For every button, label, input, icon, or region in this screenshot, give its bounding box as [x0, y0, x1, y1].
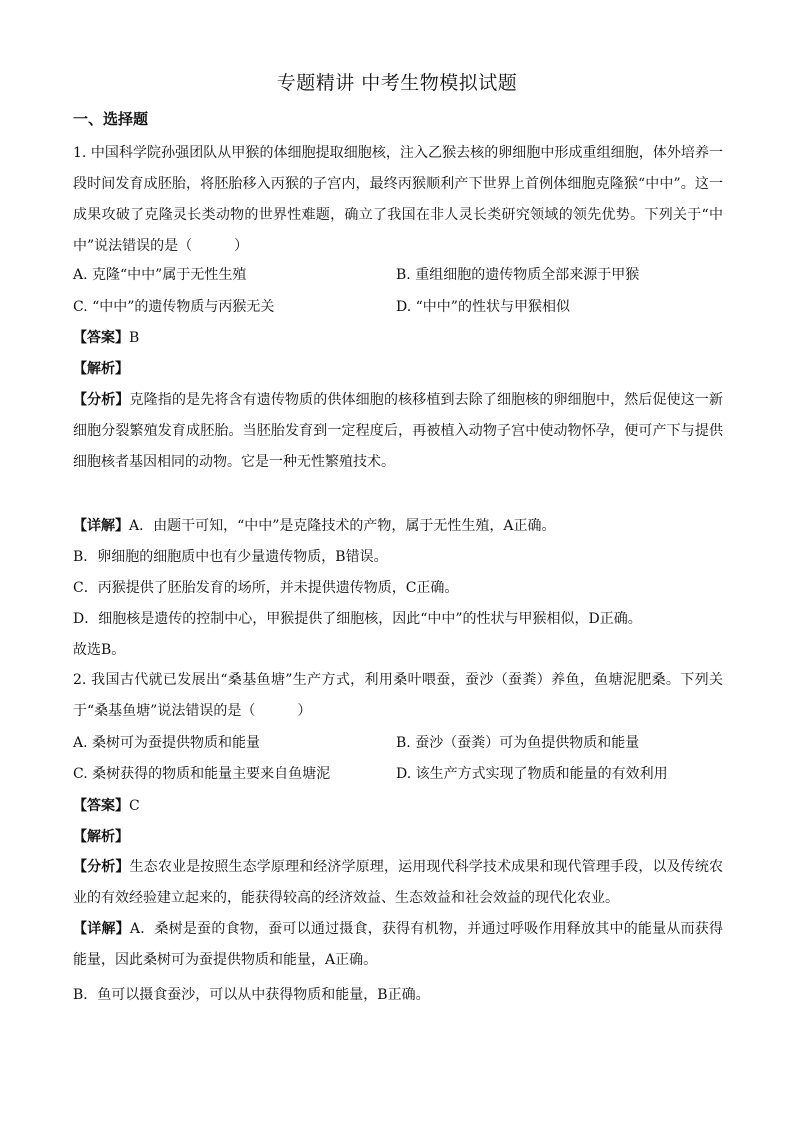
- q2-option-b: B. 蚕沙（蚕粪）可为鱼提供物质和能量: [396, 735, 640, 751]
- q2-detail-a-text: A．桑树是蚕的食物，蚕可以通过摄食，获得有机物，并通过呼吸作用释放其中的能量从而获得能量，因此桑树可为蚕提供物质和能量，A正确。: [73, 921, 724, 968]
- q1-detail-b: B．卵细胞的细胞质中也有少量遗传物质，B错误。: [73, 549, 388, 565]
- question-2-stem: 2. 我国古代就已发展出“桑基鱼塘”生产方式，利用桑叶喂蚕，蚕沙（蚕粪）养鱼，鱼塘泥肥桑。下列关于“桑基鱼塘”说法错误的是（ ）: [73, 672, 723, 719]
- q2-analysis-tag: 【分析】: [73, 859, 130, 875]
- q1-option-d: D. “中中”的性状与甲猴相似: [396, 299, 570, 315]
- q1-analysis: [73, 385, 723, 478]
- q2-analysis-label: 【解析】: [73, 829, 129, 845]
- q1-detail-d: D．细胞核是遗传的控制中心，甲猴提供了细胞核，因此“中中”的性状与甲猴相似，D正确。: [73, 611, 642, 627]
- q2-option-a: A. 桑树可为蚕提供物质和能量: [73, 735, 261, 751]
- q2-detail-a: [73, 914, 723, 976]
- section-heading: 一、选择题: [73, 110, 149, 128]
- page-title: 专题精讲 中考生物模拟试题: [276, 72, 518, 94]
- q1-analysis-tag: 【分析】: [73, 392, 130, 408]
- q2-detail-tag: 【详解】: [73, 921, 130, 937]
- q1-analysis-text: 克隆指的是先将含有遗传物质的供体细胞的核移植到去除了细胞核的卵细胞中，然后促使这一新细胞分裂繁殖发育成胚胎。当胚胎发育到一定程度后，再被植入动物子宫中使动物怀孕，便可产下与提供细胞核者基因相同的动物。它是一种无性繁殖技术。: [73, 392, 724, 470]
- question-1-stem: 1. 中国科学院孙强团队从甲猴的体细胞提取细胞核，注入乙猴去核的卵细胞中形成重组细胞，体外培养一段时间发育成胚胎，将胚胎移入丙猴的子宫内，最终丙猴顺利产下世界上首例体细胞克隆猴“中中”。这一成果攻破了克隆灵长类动物的世界性难题，确立了我国在非人灵长类研究领域的领先优势。下列关于“中中”说法错误的是（ ）: [73, 145, 723, 254]
- q1-option-a: A. 克隆“中中”属于无性生殖: [73, 267, 247, 283]
- q2-option-c: C. 桑树获得的物质和能量主要来自鱼塘泥: [73, 766, 331, 782]
- q1-detail-c: C．丙猴提供了胚胎发育的场所，并未提供遗传物质，C正确。: [73, 580, 459, 596]
- q1-detail-tag: 【详解】: [73, 518, 129, 534]
- q2-analysis-text: 生态农业是按照生态学原理和经济学原理，运用现代科学技术成果和现代管理手段，以及传统农业的有效经验建立起来的，能获得较高的经济效益、生态效益和社会效益的现代化农业。: [73, 859, 724, 906]
- q2-answer-value: C: [129, 798, 140, 814]
- q1-detail-a: [73, 515, 556, 535]
- q1-analysis-label: 【解析】: [73, 361, 129, 377]
- q1-answer-value: B: [129, 330, 140, 346]
- q2-answer: [73, 795, 140, 815]
- q2-detail-b: B．鱼可以摄食蚕沙，可以从中获得物质和能量，B正确。: [73, 987, 430, 1003]
- q2-answer-tag: 【答案】: [73, 798, 129, 814]
- q1-answer-tag: 【答案】: [73, 330, 129, 346]
- q1-option-b: B. 重组细胞的遗传物质全部来源于甲猴: [396, 267, 640, 283]
- q1-option-c: C. “中中”的遗传物质与丙猴无关: [73, 299, 275, 315]
- q1-conclusion: 故选B。: [73, 642, 126, 658]
- q2-option-d: D. 该生产方式实现了物质和能量的有效利用: [396, 766, 668, 782]
- q1-answer: [73, 327, 139, 347]
- q1-detail-a-text: A．由题干可知，“中中”是克隆技术的产物，属于无性生殖，A正确。: [129, 518, 556, 534]
- q2-analysis: [73, 852, 723, 914]
